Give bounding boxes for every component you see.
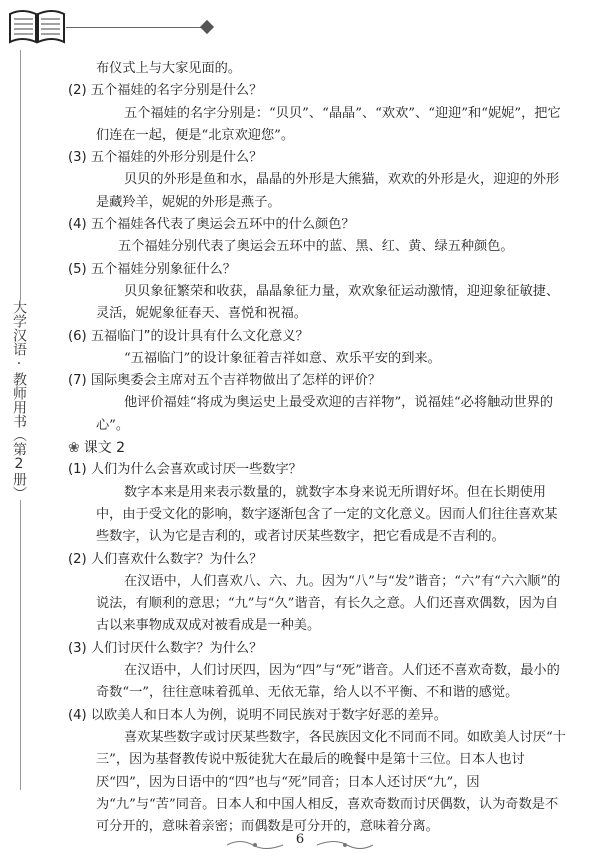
- question-7: (7) 国际奥委会主席对五个吉祥物做出了怎样的评价？: [68, 373, 381, 389]
- question-5: (5) 五个福娃分别象征什么？: [68, 261, 236, 277]
- footer-ornament-left-icon: [225, 838, 285, 852]
- text2-answer-3: 在汉语中，人们讨厌四，因为“四”与“死”谐音。人们还不喜欢奇数，最小的奇数“一”，往往意味着孤单、无依无靠，给人以不平衡、不和谐的感觉。: [96, 663, 560, 701]
- page-header: [0, 0, 600, 50]
- header-rule: [66, 27, 201, 28]
- book-side-title: 大学汉语·教师用书（第2册）: [8, 300, 30, 500]
- flower-icon: ❀: [68, 440, 80, 457]
- open-book-icon: [6, 6, 68, 46]
- question-2: (2) 五个福娃的名字分别是什么？: [68, 83, 263, 99]
- page-content: [68, 58, 568, 838]
- footer-ornament-right-icon: [315, 838, 375, 852]
- question-3: (3) 五个福娃的外形分别是什么？: [68, 150, 263, 166]
- text2-answer-4: 喜欢某些数字或讨厌某些数字，各民族因文化不同而不同。如欧美人讨厌“十三”，因为基督教传说中叛徒犹大在最后的晚餐中是第十三位。日本人也讨厌“四”，因为日语中的“四”也与“死”同音；日本人还讨厌“九”，因为“九”与“苦”同音。日本人和中国人相反，喜欢奇数而讨厌偶数，认为奇数是不可分开的，意味着亲密；而偶数是可分开的，意味着分离。: [96, 729, 566, 835]
- answer-4: 五个福娃分别代表了奥运会五环中的蓝、黑、红、黄、绿五种颜色。: [118, 239, 514, 255]
- text2-question-1: (1) 人们为什么会喜欢或讨厌一些数字？: [68, 462, 302, 478]
- text2-question-3: (3) 人们讨厌什么数字？为什么？: [68, 640, 263, 656]
- answer-7: 他评价福娃“将成为奥运史上最受欢迎的吉祥物”，说福娃“必将触动世界的心”。: [96, 395, 554, 433]
- diamond-icon: [200, 20, 214, 34]
- text2-question-2: (2) 人们喜欢什么数字？为什么？: [68, 551, 263, 567]
- text2-answer-2: 在汉语中，人们喜欢八、六、九。因为“八”与“发”谐音；“六”有“六六顺”的说法，有顺利的意思；“九”与“久”谐音，有长久之意。人们还喜欢偶数，因为自古以来事物成双成对被看成是一种美。: [96, 573, 561, 634]
- answer-5: 贝贝象征繁荣和收获，晶晶象征力量，欢欢象征运动激情，迎迎象征敏捷、灵活，妮妮象征春天、喜悦和祝福。: [96, 283, 560, 322]
- answer-3: 贝贝的外形是鱼和水，晶晶的外形是大熊猫，欢欢的外形是火，迎迎的外形是藏羚羊，妮妮的外形是燕子。: [96, 172, 560, 210]
- page-number: 6: [295, 832, 305, 847]
- answer-6: “五福临门”的设计象征着吉祥如意、欢乐平安的到来。: [124, 350, 441, 366]
- text2-question-4: (4) 以欧美人和日本人为例，说明不同民族对于数字好恶的差异。: [68, 707, 447, 723]
- question-4: (4) 五个福娃各代表了奥运会五环中的什么颜色？: [68, 217, 355, 233]
- text2-answer-1: 数字本来是用来表示数量的，就数字本身来说无所谓好坏。但在长期使用中，由于受文化的影响，数字逐渐包含了一定的文化意义。因而人们往往喜欢某些数字，认为它是吉利的，或者讨厌某些数字，把它看成是不吉利的。: [96, 484, 558, 545]
- intro-line: 布仪式上与大家见面的。: [96, 61, 242, 76]
- page-footer: [0, 828, 600, 858]
- section-title: 课文 2: [83, 440, 126, 457]
- answer-2: 五个福娃的名字分别是：“贝贝”、“晶晶”、“欢欢”、“迎迎”和“妮妮”，把它们连在一起，便是“北京欢迎您”。: [96, 105, 561, 143]
- section-heading: [68, 437, 568, 459]
- question-6: (6) 五福临门”的设计具有什么文化意义？: [68, 328, 309, 344]
